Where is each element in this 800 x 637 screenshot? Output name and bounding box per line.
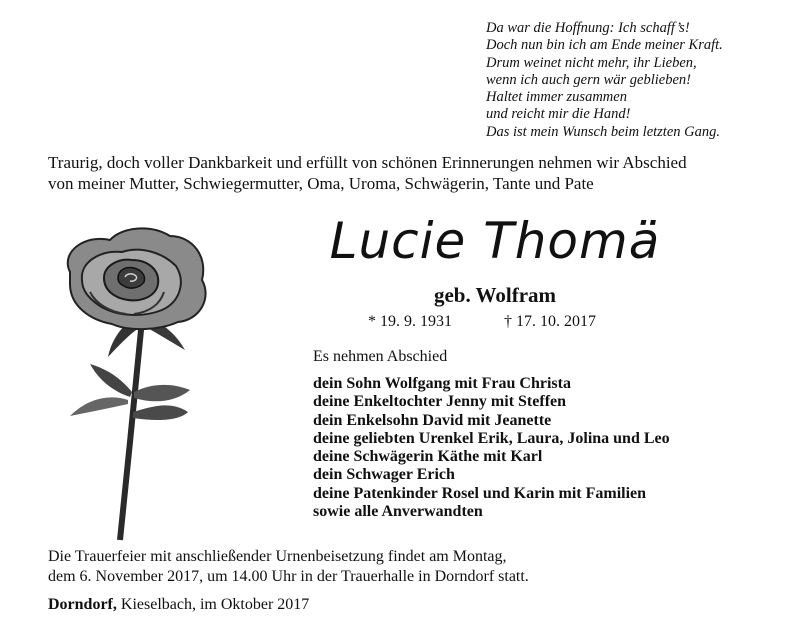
signature-rest: Kieselbach, im Oktober 2017	[116, 596, 310, 613]
poem-line: Da war die Hoffnung: Ich schaff’s!	[486, 20, 690, 36]
mourner-line: deine Patenkinder Rosel und Karin mit Familien	[313, 484, 647, 502]
rose-icon	[30, 222, 235, 542]
poem-line: Drum weinet nicht mehr, ihr Lieben,	[486, 54, 697, 71]
birth-date: * 19. 9. 1931	[368, 313, 452, 330]
mourner-line: dein Sohn Wolfgang mit Frau Christa	[313, 375, 571, 392]
signature-place: Dorndorf,	[48, 596, 117, 613]
poem-line: Haltet immer zusammen	[486, 89, 627, 106]
ceremony-info	[48, 547, 529, 587]
ceremony-line: Die Trauerfeier mit anschließender Urnenbeisetzung findet am Montag,	[48, 548, 507, 565]
ceremony-line: dem 6. November 2017, um 14.00 Uhr in der Trauerhalle in Dorndorf statt.	[48, 568, 529, 585]
signature	[48, 596, 309, 614]
poem	[486, 20, 723, 141]
mourners-list	[313, 375, 670, 521]
farewell-heading: Es nehmen Abschied	[313, 348, 448, 365]
poem-line: Doch nun bin ich am Ende meiner Kraft.	[486, 37, 723, 54]
mourner-line: deine geliebten Urenkel Erik, Laura, Jolina und Leo	[313, 429, 670, 447]
intro-text	[48, 152, 768, 194]
deceased-name: Lucie Thomä	[329, 212, 661, 270]
poem-line: Das ist mein Wunsch beim letzten Gang.	[486, 123, 720, 140]
mourner-line: dein Enkelsohn David mit Jeanette	[313, 411, 552, 429]
poem-line: wenn ich auch gern wär geblieben!	[486, 71, 691, 88]
poem-line: und reicht mir die Hand!	[486, 106, 631, 123]
intro-line: Traurig, doch voller Dankbarkeit und erfüllt von schönen Erinnerungen nehmen wir Abschied	[48, 153, 687, 172]
mourner-line: deine Enkeltochter Jenny mit Steffen	[313, 393, 567, 411]
mourner-line: deine Schwägerin Käthe mit Karl	[313, 448, 543, 466]
mourner-line: sowie alle Anverwandten	[313, 503, 483, 521]
life-dates	[368, 313, 596, 331]
mourner-line: dein Schwager Erich	[313, 466, 455, 484]
death-date: † 17. 10. 2017	[504, 313, 596, 330]
birth-name: geb. Wolfram	[433, 283, 557, 307]
intro-line: von meiner Mutter, Schwiegermutter, Oma, Uroma, Schwägerin, Tante und Pate	[48, 174, 594, 193]
